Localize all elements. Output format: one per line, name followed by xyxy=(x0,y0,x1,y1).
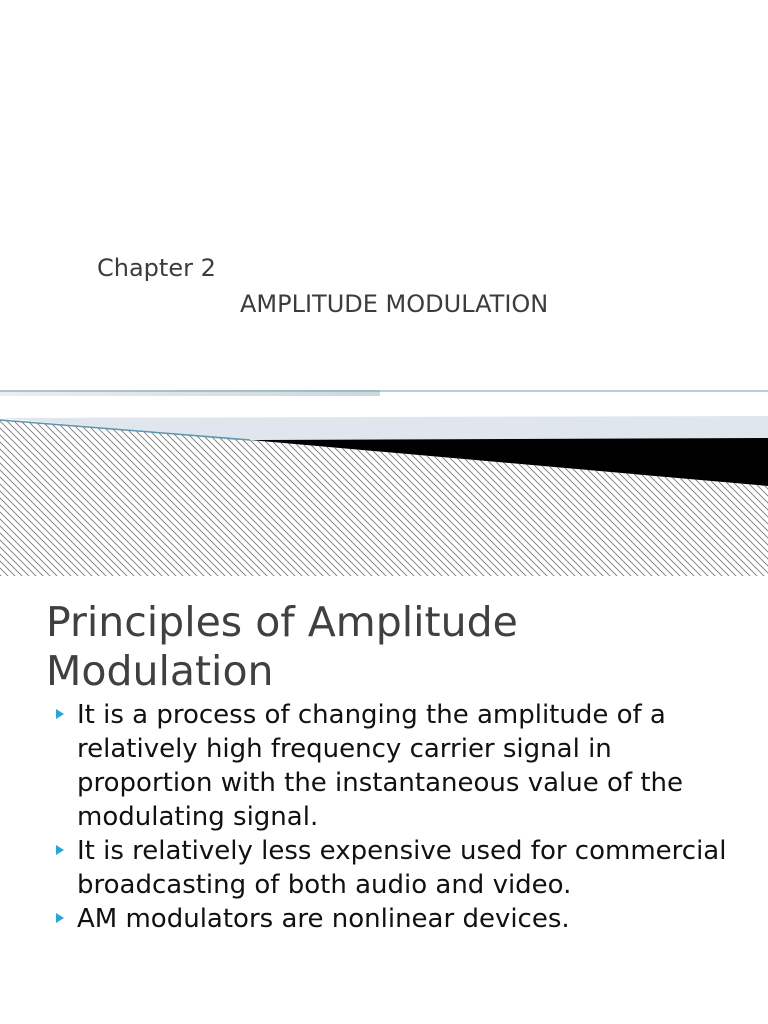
slide-subtitle: AMPLITUDE MODULATION xyxy=(240,290,549,318)
bullet-item xyxy=(54,834,744,902)
content-heading: Principles of Amplitude Modulation xyxy=(46,598,518,695)
bullet-list xyxy=(54,698,744,936)
bullet-text: AM modulators are nonlinear devices. xyxy=(77,904,570,934)
bullet-arrow-icon xyxy=(56,913,64,923)
bullet-item xyxy=(54,902,744,936)
bullet-text: It is relatively less expensive used for commercial broadcasting of both audio and video. xyxy=(77,836,727,900)
bullet-arrow-icon xyxy=(56,709,64,719)
bullet-arrow-icon xyxy=(56,845,64,855)
chapter-label: Chapter 2 xyxy=(97,254,216,282)
bullet-item xyxy=(54,698,744,834)
bullet-text: It is a process of changing the amplitude of a relatively high frequency carrier signal in proportion with the instantaneous value of the modulating signal. xyxy=(77,700,683,832)
